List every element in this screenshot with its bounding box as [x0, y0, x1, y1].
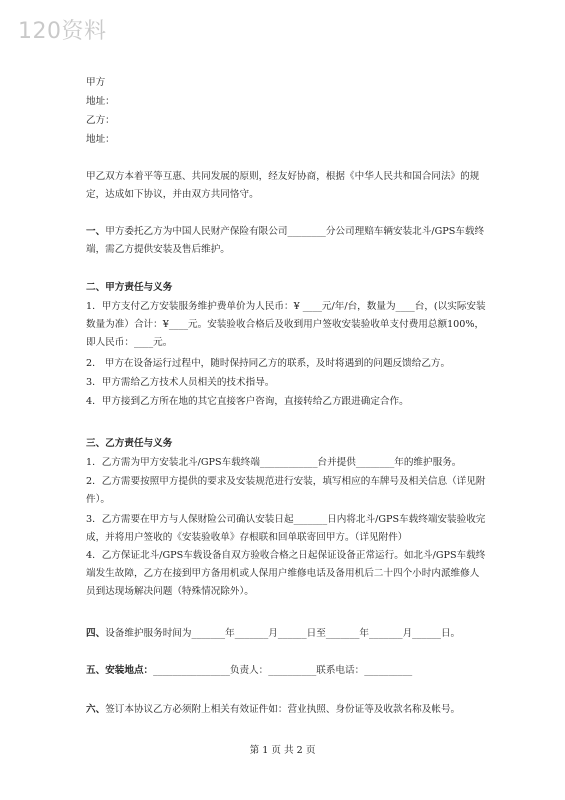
party-a-label: 甲方: [86, 77, 106, 88]
party-b-label: 乙方：: [86, 115, 115, 126]
clause-4: [86, 627, 460, 640]
clause-1-number: 一、: [86, 226, 106, 237]
section-2-title: 二、甲方责任与义务: [86, 282, 173, 293]
section-2-item-2: 2． 甲方在设备运行过程中，随时保持同乙方的联系，及时将遇到的问题反馈给乙方。: [86, 358, 451, 369]
watermark-logo: 120资料: [18, 19, 107, 44]
section-2-item-1: 1．甲方支付乙方安装服务维护费单价为人民币：¥ ____元/年/台，数量为____台，(以实际安装数量为准）合计：¥____元。安装验收合格后及收到用户签收安装验收单支付费用总额100%，即人民币：____元。: [86, 301, 486, 348]
party-b-address: 地址：: [86, 134, 115, 145]
clause-5-label: 安装地点：: [105, 665, 154, 676]
clause-6-text: 签订本协议乙方必须附上相关有效证件如：营业执照、身份证等及收款名称及帐号。: [105, 704, 461, 715]
clause-4-number: 四、: [86, 628, 106, 639]
party-a-address: 地址：: [86, 96, 115, 107]
section-3-item-4: 4．乙方保证北斗/GPS车载设备自双方验收合格之日起保证设备正常运行。如北斗/GPS车载终端发生故障，乙方在接到甲方备用机或人保用户维修电话及备用机后二十四个小时内派维修人员到达现场解决问题（特殊情况除外）。: [86, 550, 486, 597]
page-footer: 第 1 页 共 2 页: [249, 745, 316, 756]
section-2-item-3: 3．甲方需给乙方技术人员相关的技术指导。: [86, 377, 275, 388]
clause-1: [86, 223, 486, 259]
section-3-item-3: 3．乙方需要在甲方与人保财险公司确认安装日起_______日内将北斗/GPS车载终端安装验收完成，并将用户签收的《安装验收单》存根联和回单联寄回甲方。（详见附件）: [86, 514, 486, 543]
section-3-title: 三、乙方责任与义务: [86, 438, 173, 449]
section-3-item-2: 2．乙方需要按照甲方提供的要求及安装规范进行安装，填写相应的车牌号及相关信息（详见附件）。: [86, 476, 486, 505]
clause-5-text: ________________负责人：__________联系电话：__________: [153, 665, 413, 676]
clause-1-text: 甲方委托乙方为中国人民财产保险有限公司________分公司理赔车辆安装北斗/GPS车载终端，需乙方提供安装及售后维护。: [86, 226, 485, 255]
clause-5-number: 五、: [86, 665, 106, 676]
clause-4-text: 设备维护服务时间为_______年_______月______日至_______年_______月______日。: [105, 628, 461, 639]
section-3-item-1: 1．乙方需为甲方安装北斗/GPS车载终端____________台并提供________年的维护服务。: [86, 457, 462, 468]
section-2-item-4: 4．甲方接到乙方所在地的其它直接客户咨询，直接转给乙方跟进确定合作。: [86, 396, 409, 407]
clause-6-number: 六、: [86, 704, 106, 715]
intro-paragraph: 甲乙双方本着平等互惠、共同发展的原则，经友好协商，根据《中华人民共和国合同法》的规定，达成如下协议，并由双方共同恪守。: [86, 171, 480, 200]
clause-6: [86, 703, 460, 716]
clause-5: [86, 664, 412, 677]
